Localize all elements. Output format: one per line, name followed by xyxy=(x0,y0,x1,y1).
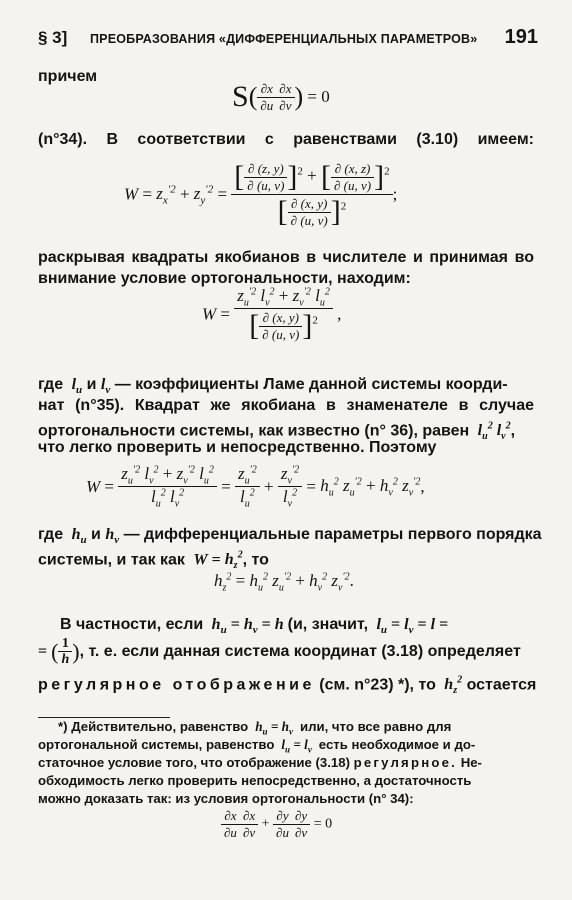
running-header xyxy=(38,28,538,50)
text-line: (n°34). В соответствии с равенствами (3.10) имеем: xyxy=(38,131,534,148)
formula-w-jacobians: $W = z_x^{'2} + z_y^{'2}$ = [ $\frac{\partial (z, y)}{\partial (u, v)}$ ]$^2$ + [ $\frac{\partial (x, z)}{\partial (u, v)}$ ]$^2$ [ $\frac{\partial (x, y)}{\partial (u, v)}$ ]$^2$ ; xyxy=(124,160,398,228)
text-line: системы, и так как $W = h_z^2$, то xyxy=(38,550,269,572)
text-line: раскрывая квадраты якобианов в числителе и принимая во xyxy=(38,249,534,266)
formula-hz-squared: $h_z^2 = h_u^2$ $z_u^{'2} + h_v^2$ $z_v^{'2}$. xyxy=(214,571,354,594)
formula-w-lame: W = $z_u^{'2}$ $l_v^2 + z_v^{'2}$ $l_u^2$ [ $\frac{\partial (x, y)}{\partial (u, v)}$ ]$^2$ , xyxy=(202,286,342,343)
text-line: = ( $\frac{1}{h}$ ), т. е. если данная система координат (3.18) определяет xyxy=(38,636,521,667)
footnote-line: *) Действительно, равенство $h_u = h_v$ или, что все равно для xyxy=(58,719,452,737)
text-line: что легко проверить и непосредственно. Поэтому xyxy=(38,439,437,456)
page-number: 191 xyxy=(504,26,538,48)
formula-w-expanded: W = $\frac{z_u^{'2} l_v^2 + z_v^{'2} l_u^2}{l_u^2 l_v^2}$ = $\frac{z_u^{'2}}{l_u^2}$ + $\frac{z_v^{'2}}{l_v^2}$ = $h_u^2$ $z_u^{'2} + h_v^2$ $z_v^{'2}$, xyxy=(86,464,425,510)
footnote-line: статочное условие того, что отображение (3.18) регулярное. Не- xyxy=(38,755,482,770)
text-line: причем xyxy=(38,68,98,85)
footnote-line: ортогональной системы, равенство $l_u = l_v$ есть необходимое и до- xyxy=(38,737,476,755)
text-line: В частности, если $h_u = h_v = h$ (и, значит, $l_u = l_v = l$ = xyxy=(60,616,449,637)
text-line: где $l_u$ и $l_v$ — коэффициенты Ламе данной системы коорди- xyxy=(38,376,508,397)
formula-footnote-orthogonality: $\frac{\partial x}{\partial u}$ $\frac{\partial x}{\partial v}$ + $\frac{\partial y}{\partial u}$ $\frac{\partial y}{\partial v}$ = 0 xyxy=(221,808,332,841)
section-mark: § 3] xyxy=(38,28,68,47)
footnote-line: обходимость легко проверить непосредственно, а достаточность xyxy=(38,773,472,788)
text-line: внимание условие ортогональности, находим: xyxy=(38,270,411,287)
footnote-line: можно доказать так: из условия ортогональности (n° 34): xyxy=(38,791,414,806)
text-line: нат (n°35). Квадрат же якобиана в знаменателе в случае xyxy=(38,397,534,414)
running-title: ПРЕОБРАЗОВАНИЯ «ДИФФЕРЕНЦИАЛЬНЫХ ПАРАМЕТРОВ» xyxy=(90,32,478,46)
text-line: регулярное отображение (см. n°23) *), то $h_z^2$ остается xyxy=(38,675,537,697)
text-line: ортогональности системы, как известно (n° 36), равен $l_u^2$ $l_v^2$, xyxy=(38,421,516,443)
text-line: где $h_u$ и $h_v$ — дифференциальные параметры первого порядка xyxy=(38,526,542,547)
formula-s-orthogonality: S( $\frac{\partial x}{\partial u}$ $\frac{\partial x}{\partial v}$ ) = 0 xyxy=(232,80,330,113)
